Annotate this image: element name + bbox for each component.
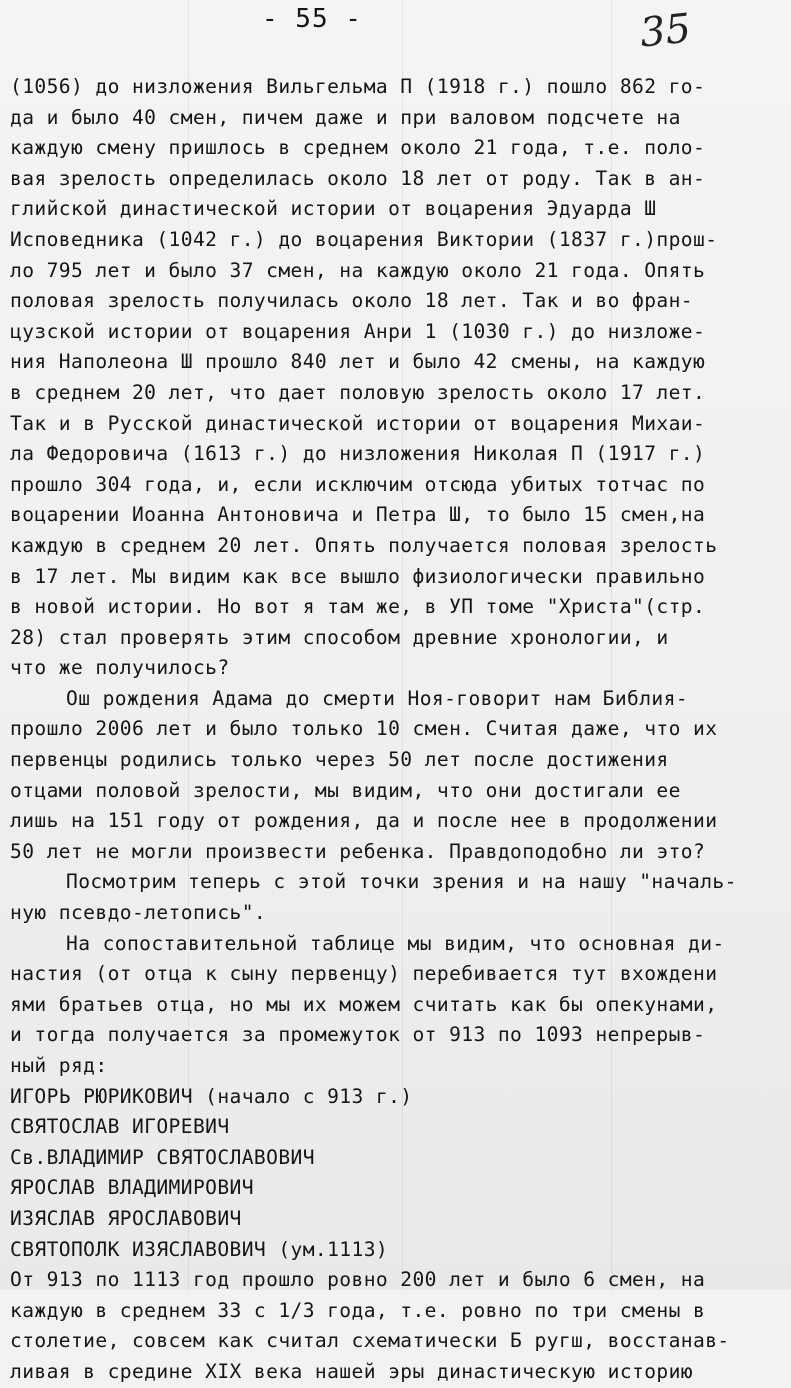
text-line: ями братьев отца, но мы их можем считать как бы опекунами,: [10, 992, 718, 1016]
text-line: (1056) до низложения Вильгельма П (1918 г.) пошло 862 го-: [10, 75, 706, 98]
text-line: в 17 лет. Мы видим как все вышло физиологически правильно: [10, 564, 706, 588]
handwritten-page-number: 35: [637, 5, 694, 57]
text-line: ло 795 лет и было 37 смен, на каждую около 21 года. Опять: [10, 258, 706, 282]
paragraph-first-line: Посмотрим теперь с этой точки зрения и на нашу "началь-: [66, 870, 737, 894]
text-line: Так и в Русской династической истории от воцарения Михаи-: [10, 411, 706, 435]
text-line: отцами половой зрелости, мы видим, что они достигали ее: [10, 778, 681, 802]
text-line: Исповедника (1042 г.) до воцарения Виктории (1837 г.)прош-: [10, 227, 718, 251]
text-line: ливая в средине XIX века нашей эры династическую историю: [10, 1359, 693, 1383]
text-line: в среднем 20 лет, что дает половую зрелость около 17 лет.: [10, 380, 706, 404]
dynasty-list-item: Св.ВЛАДИМИР СВЯТОСЛАВОВИЧ: [10, 1145, 315, 1169]
text-line: в новой истории. Но вот я там же, в УП томе "Христа"(стр.: [10, 595, 706, 619]
dynasty-list-item: СВЯТОСЛАВ ИГОРЕВИЧ: [10, 1115, 230, 1139]
paragraph-first-line: На сопоставительной таблице мы видим, что основная ди-: [66, 931, 725, 955]
text-line: ный ряд:: [10, 1054, 108, 1077]
text-line: прошло 304 года, и, если исключим отсюда убитых тотчас по: [10, 472, 706, 496]
text-line: прошло 2006 лет и было только 10 смен. Считая даже, что их: [10, 717, 718, 741]
text-line: настия (от отца к сыну первенцу) перебивается тут вхождени: [10, 962, 718, 986]
document-body: [10, 72, 782, 1388]
text-line: каждую в среднем 33 с 1/3 года, т.е. ровно по три смены в: [10, 1298, 706, 1322]
text-line: лишь на 151 году от рождения, да и после нее в продолжении: [10, 809, 718, 833]
text-line: воцарении Иоанна Антоновича и Петра Ш, то было 15 смен,на: [10, 503, 706, 527]
page-number: - 55 -: [262, 4, 362, 34]
text-line: вая зрелость определилась около 18 лет от роду. Так в ан-: [10, 166, 706, 190]
text-line: 50 лет не могли произвести ребенка. Правдоподобно ли это?: [10, 839, 706, 863]
dynasty-list-item: ИГОРЬ РЮРИКОВИЧ (начало с 913 г.): [10, 1084, 413, 1108]
dynasty-list-item: СВЯТОПОЛК ИЗЯСЛАВОВИЧ (ум.1113): [10, 1237, 389, 1261]
text-line: первенцы родились только через 50 лет после достижения: [10, 748, 669, 772]
text-line: столетие, совсем как считал схематически Б ругш, восстанав-: [10, 1329, 730, 1353]
text-line: что же получилось?: [10, 656, 230, 680]
text-line: цузской истории от воцарения Анри 1 (1030 г.) до низложе-: [10, 319, 706, 343]
text-line: ную псевдо-летопись".: [10, 901, 267, 925]
text-line: глийской династической истории от воцарения Эдуарда Ш: [10, 197, 657, 221]
dynasty-list-item: ИЗЯСЛАВ ЯРОСЛАВОВИЧ: [10, 1206, 242, 1230]
paragraph-first-line: Ош рождения Адама до смерти Ноя-говорит нам Библия-: [66, 686, 689, 710]
text-line: 28) стал проверять этим способом древние хронологии, и: [10, 625, 669, 649]
text-line: и тогда получается за промежуток от 913 по 1093 непрерыв-: [10, 1023, 706, 1047]
text-line: половая зрелость получилась около 18 лет. Так и во фран-: [10, 289, 693, 313]
text-line: От 913 по 1113 год прошло ровно 200 лет и было 6 смен, на: [10, 1268, 706, 1292]
text-line: ния Наполеона Ш прошло 840 лет и было 42 смены, на каждую: [10, 350, 706, 374]
text-line: каждую в среднем 20 лет. Опять получается половая зрелость: [10, 533, 718, 557]
text-line: каждую смену пришлось в среднем около 21 года, т.е. поло-: [10, 136, 706, 160]
text-line: ла Федоровича (1613 г.) до низложения Николая П (1917 г.): [10, 442, 706, 466]
dynasty-list-item: ЯРОСЛАВ ВЛАДИМИРОВИЧ: [10, 1176, 254, 1200]
text-line: да и было 40 смен, пичем даже и при валовом подсчете на: [10, 105, 681, 129]
